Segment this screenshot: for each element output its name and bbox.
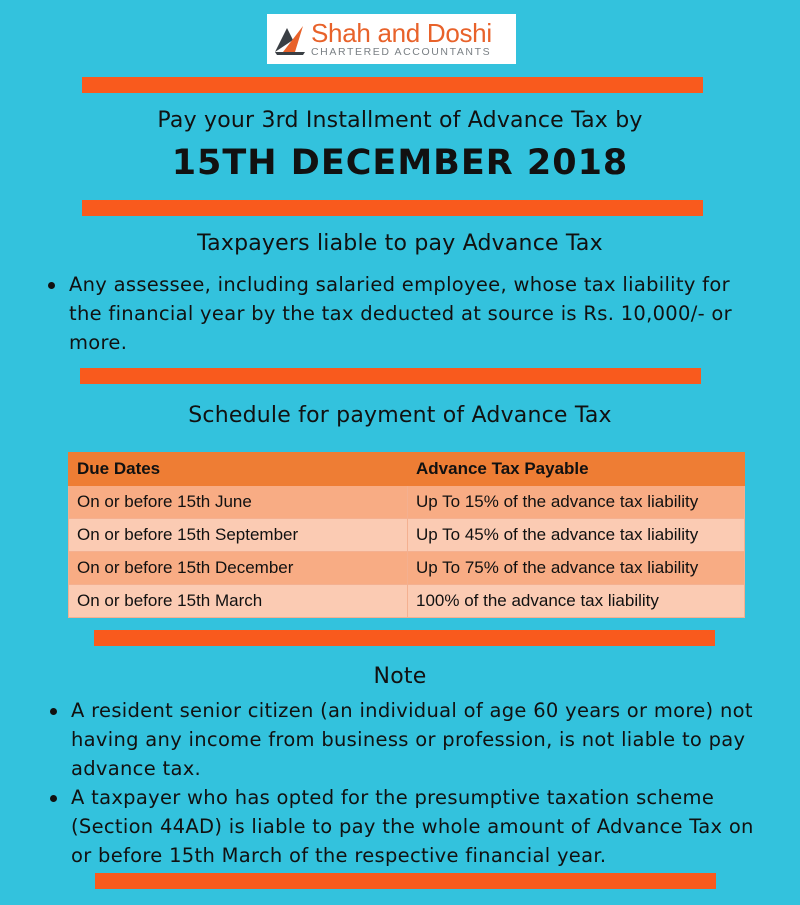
list-item: A resident senior citizen (an individual of age 60 years or more) not having any income from business or profession, is not liable to pay advance tax. xyxy=(49,696,771,783)
divider-bar xyxy=(82,77,703,93)
tax-payable-cell: Up To 15% of the advance tax liability xyxy=(408,486,745,519)
list-item: A taxpayer who has opted for the presumptive taxation scheme (Section 44AD) is liable to pay the whole amount of Advance Tax on or before 15th March of the respective financial year. xyxy=(49,783,771,870)
due-date-cell: On or before 15th March xyxy=(69,585,408,618)
brand-name: Shah and Doshi xyxy=(311,18,492,49)
due-date-cell: On or before 15th June xyxy=(69,486,408,519)
due-date-cell: On or before 15th December xyxy=(69,552,408,585)
tax-payable-cell: Up To 75% of the advance tax liability xyxy=(408,552,745,585)
liable-list xyxy=(47,270,767,357)
note-list xyxy=(49,696,771,870)
divider-bar xyxy=(80,368,701,384)
schedule-table xyxy=(68,452,745,618)
note-heading: Note xyxy=(373,664,427,689)
list-item: Any assessee, including salaried employee, whose tax liability for the financial year by the tax deducted at source is Rs. 10,000/- or more. xyxy=(47,270,767,357)
table-row xyxy=(69,519,745,552)
due-date-cell: On or before 15th September xyxy=(69,519,408,552)
divider-bar xyxy=(94,630,715,646)
liable-heading: Taxpayers liable to pay Advance Tax xyxy=(197,231,603,256)
brand-logo xyxy=(267,14,516,64)
table-header-row xyxy=(69,453,745,486)
divider-bar xyxy=(82,200,703,216)
table-row xyxy=(69,585,745,618)
logo-mark-icon xyxy=(273,22,307,56)
column-header-tax-payable: Advance Tax Payable xyxy=(408,453,745,486)
tax-payable-cell: Up To 45% of the advance tax liability xyxy=(408,519,745,552)
divider-bar xyxy=(95,873,716,889)
table-row xyxy=(69,552,745,585)
intro-text: Pay your 3rd Installment of Advance Tax by xyxy=(157,108,643,133)
schedule-heading: Schedule for payment of Advance Tax xyxy=(188,403,612,428)
table-row xyxy=(69,486,745,519)
brand-tagline: CHARTERED ACCOUNTANTS xyxy=(311,46,492,59)
tax-payable-cell: 100% of the advance tax liability xyxy=(408,585,745,618)
column-header-due-dates: Due Dates xyxy=(69,453,408,486)
due-date-title: 15TH DECEMBER 2018 xyxy=(171,143,629,183)
